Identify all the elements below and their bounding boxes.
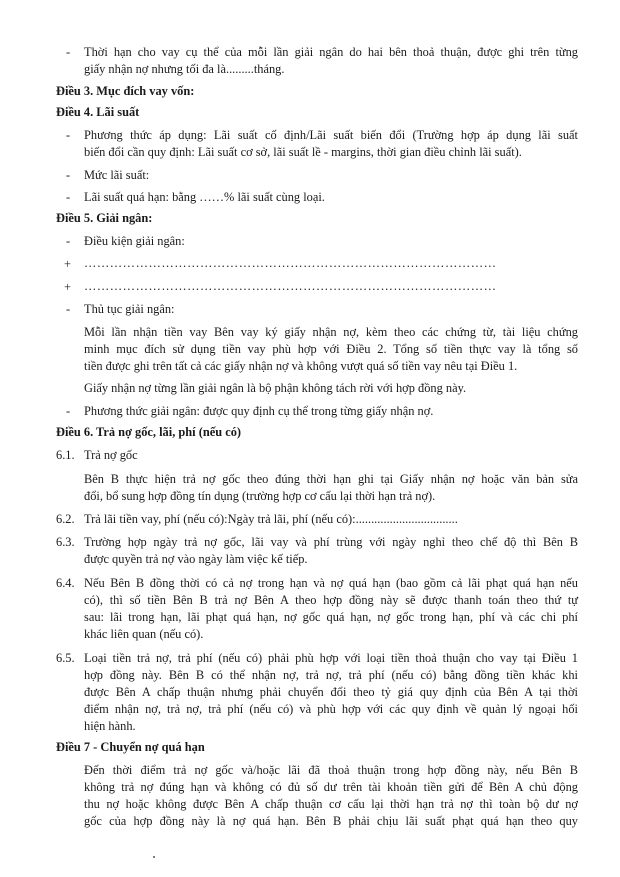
bullet-dash: - xyxy=(66,45,71,59)
section-heading: Điều 7 - Chuyển nợ quá hạn xyxy=(56,740,205,754)
text-line: đổi, bổ sung hợp đồng tín dụng (trường hợp cơ cấu lại thời hạn trả nợ). xyxy=(84,489,436,503)
text-line: điểm nhận nợ, trả nợ, trả phí (nếu có) và phù hợp với các quy định về quản lý ngoại hối xyxy=(84,702,578,716)
item-number: 6.3. xyxy=(56,535,75,549)
text-line: Loại tiền trả nợ, trả phí (nếu có) phải phù hợp với loại tiền thoả thuận cho vay tại Điều 1 xyxy=(84,651,578,665)
text-line: được quyền trả nợ vào ngày làm việc kế tiếp. xyxy=(84,552,308,566)
text-line: Đến thời điểm trả nợ gốc và/hoặc lãi đã thoả thuận trong hợp đồng này, nếu Bên B xyxy=(84,763,578,777)
text-line: minh mục đích sử dụng tiền vay phù hợp với Điều 2. Tổng số tiền thực vay là tổng số xyxy=(84,342,578,356)
text-line: Nếu Bên B đồng thời có cả nợ trong hạn và nợ quá hạn (bao gồm cả lãi phạt quá hạn nếu xyxy=(84,576,578,590)
text-line: hợp đồng này. Bên B có thể nhận nợ, trả nợ, trả phí (nếu có) bằng đồng tiền khác khi xyxy=(84,668,578,682)
text-line: tiền được ghi trên tất cả các giấy nhận nợ và không vượt quá số tiền vay nêu tại Điều 1. xyxy=(84,359,518,373)
text-line: Phương thức áp dụng: Lãi suất cố định/Lãi suất biến đổi (Trường hợp áp dụng lãi suất xyxy=(84,128,578,142)
bullet-dash: - xyxy=(66,234,71,248)
bullet-plus: + xyxy=(64,257,71,271)
scan-speck xyxy=(153,856,155,858)
text-line: không trả nợ đúng hạn và không có đủ số dư trên tài khoản tiền gửi để Bên A chủ động xyxy=(84,780,578,794)
item-number: 6.1. xyxy=(56,448,75,462)
text-line: khác liên quan (nếu có). xyxy=(84,627,204,641)
bullet-dash: - xyxy=(66,128,71,142)
bullet-dash: - xyxy=(66,302,71,316)
section-heading: Điều 4. Lãi suất xyxy=(56,105,140,119)
text-line: Thời hạn cho vay cụ thể của mỗi lần giải ngân do hai bên thoả thuận, được ghi trên từng xyxy=(84,45,578,59)
text-line: Bên B thực hiện trả nợ gốc theo đúng thời hạn ghi tại Giấy nhận nợ hoặc văn bản sửa xyxy=(84,472,578,486)
text-line: có), thì số tiền Bên B trả nợ Bên A theo hợp đồng này sẽ được thanh toán theo thứ tự xyxy=(84,593,578,607)
bullet-dash: - xyxy=(66,190,71,204)
text-line: Trả nợ gốc xyxy=(84,448,138,462)
bullet-dash: - xyxy=(66,168,71,182)
text-line: sau: lãi trong hạn, lãi phạt quá hạn, nợ gốc quá hạn, nợ gốc trong hạn, phí và các chi phí xyxy=(84,610,578,624)
text-line: gốc của hợp đồng này là nợ quá hạn. Bên B phải chịu lãi suất phạt quá hạn theo quy xyxy=(84,814,578,828)
text-line: Trường hợp ngày trả nợ gốc, lãi vay và phí trùng với ngày nghỉ theo chế độ thì Bên B xyxy=(84,535,578,549)
bullet-plus: + xyxy=(64,280,71,294)
fill-in-line: …………………………………………………………………………………… xyxy=(84,279,497,293)
text-line: Mức lãi suất: xyxy=(84,168,150,182)
text-line: hiện hành. xyxy=(84,719,136,733)
text-line: Thủ tục giải ngân: xyxy=(84,302,175,316)
bullet-dash: - xyxy=(66,404,71,418)
section-heading: Điều 3. Mục đích vay vốn: xyxy=(56,84,195,98)
text-line: Lãi suất quá hạn: bằng ……% lãi suất cùng loại. xyxy=(84,190,325,204)
text-line: biến đổi cần quy định: Lãi suất cơ sở, lãi suất lề - margins, thời gian điều chỉnh lãi suất). xyxy=(84,145,522,159)
item-number: 6.4. xyxy=(56,576,75,590)
item-number: 6.5. xyxy=(56,651,75,665)
text-line: Giấy nhận nợ từng lần giải ngân là bộ phận không tách rời với hợp đồng này. xyxy=(84,381,467,395)
text-line: thu nợ hoặc không được Bên A chấp thuận cơ cấu lại thời hạn trả nợ thì toàn bộ dư nợ xyxy=(84,797,578,811)
section-heading: Điều 6. Trả nợ gốc, lãi, phí (nếu có) xyxy=(56,425,242,439)
text-line: Mỗi lần nhận tiền vay Bên vay ký giấy nhận nợ, kèm theo các chứng từ, tài liệu chứng xyxy=(84,325,578,339)
fill-in-line: …………………………………………………………………………………… xyxy=(84,256,497,270)
text-line: Điều kiện giải ngân: xyxy=(84,234,185,248)
text-line: Trả lãi tiền vay, phí (nếu có):Ngày trả lãi, phí (nếu có):................................. xyxy=(84,512,458,526)
item-number: 6.2. xyxy=(56,512,75,526)
text-line: Phương thức giải ngân: được quy định cụ thể trong từng giấy nhận nợ. xyxy=(84,404,434,418)
text-line: giấy nhận nợ nhưng tối đa là.........tháng. xyxy=(84,62,285,76)
text-line: được Bên A chấp thuận nhưng phải chuyển đổi theo tỷ giá quy định của Bên A tại thời xyxy=(84,685,578,699)
section-heading: Điều 5. Giải ngân: xyxy=(56,211,153,225)
